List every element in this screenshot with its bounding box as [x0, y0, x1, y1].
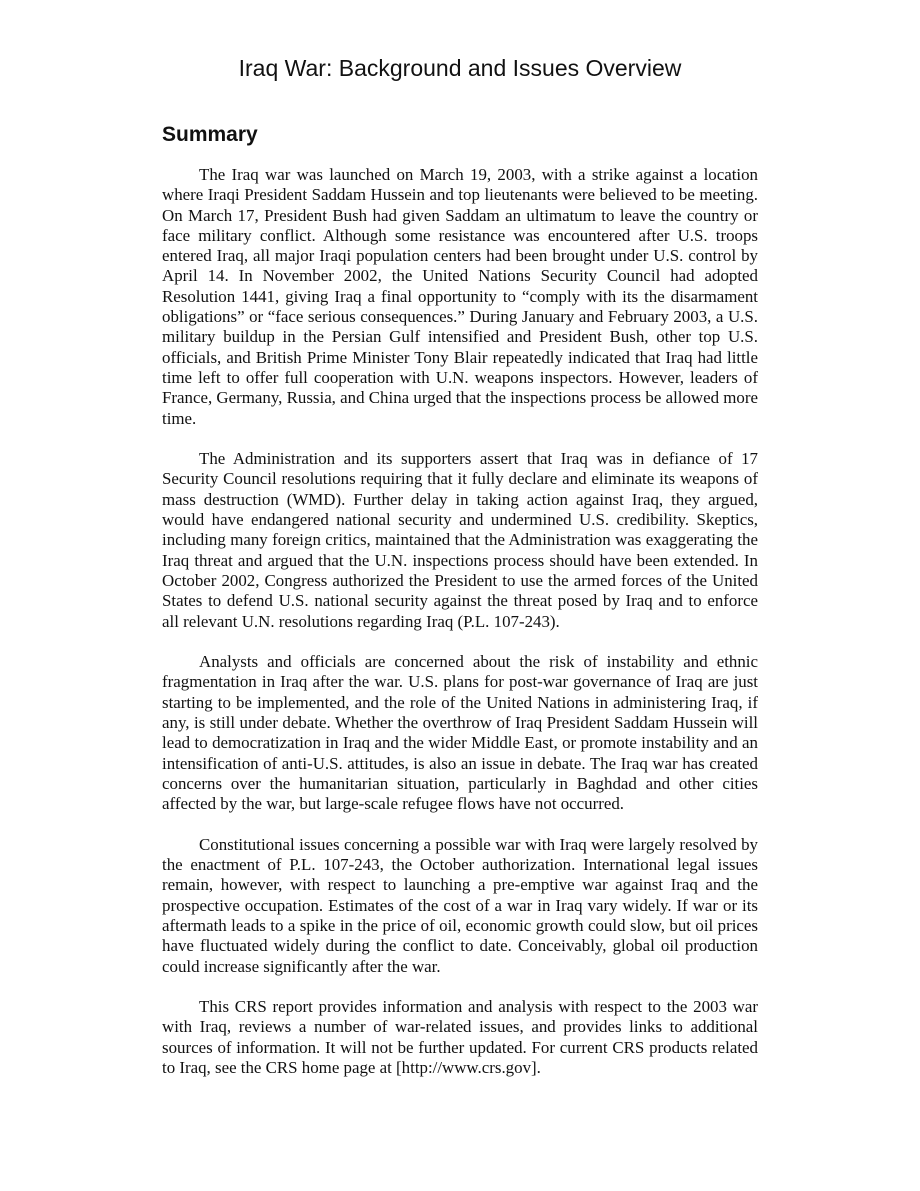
summary-paragraph-3: Analysts and officials are concerned about the risk of instability and ethnic fragmentation in Iraq after the war. U.S. plans for post-war governance of Iraq are just starting to be implemented, and the role of the United Nations in administering Iraq, if any, is still under debate. Whether the overthrow of Iraq President Saddam Hussein will lead to democratization in Iraq and the wider Middle East, or promote instability and an intensification of anti-U.S. attitudes, is also an issue in debate. The Iraq war has created concerns over the humanitarian situation, particularly in Baghdad and other cities affected by the war, but large-scale refugee flows have not occurred.	[162, 652, 758, 814]
summary-paragraph-2: The Administration and its supporters assert that Iraq was in defiance of 17 Security Council resolutions requiring that it fully declare and eliminate its weapons of mass destruction (WMD). Further delay in taking action against Iraq, they argued, would have endangered national security and undermined U.S. credibility. Skeptics, including many foreign critics, maintained that the Administration was exaggerating the Iraq threat and argued that the U.N. inspections process should have been extended. In October 2002, Congress authorized the President to use the armed forces of the United States to defend U.S. national security against the threat posed by Iraq and to enforce all relevant U.N. resolutions regarding Iraq (P.L. 107-243).	[162, 449, 758, 631]
summary-paragraph-1: The Iraq war was launched on March 19, 2003, with a strike against a location where Iraqi President Saddam Hussein and top lieutenants were believed to be meeting. On March 17, President Bush had given Saddam an ultimatum to leave the country or face military conflict. Although some resistance was encountered after U.S. troops entered Iraq, all major Iraqi population centers had been brought under U.S. control by April 14. In November 2002, the United Nations Security Council had adopted Resolution 1441, giving Iraq a final opportunity to “comply with its the disarmament obligations” or “face serious consequences.” During January and February 2003, a U.S. military buildup in the Persian Gulf intensified and President Bush, other top U.S. officials, and British Prime Minister Tony Blair repeatedly indicated that Iraq had little time left to offer full cooperation with U.N. weapons inspectors. However, leaders of France, Germany, Russia, and China urged that the inspections process be allowed more time.	[162, 165, 758, 428]
summary-heading: Summary	[162, 123, 258, 146]
document-title: Iraq War: Background and Issues Overview	[238, 55, 682, 81]
summary-paragraph-5: This CRS report provides information and analysis with respect to the 2003 war with Iraq, reviews a number of war-related issues, and provides links to additional sources of information. It will not be further updated. For current CRS products related to Iraq, see the CRS home page at [http://www.crs.gov].	[162, 997, 758, 1078]
summary-paragraph-4: Constitutional issues concerning a possible war with Iraq were largely resolved by the enactment of P.L. 107-243, the October authorization. International legal issues remain, however, with respect to launching a pre-emptive war against Iraq and the prospective occupation. Estimates of the cost of a war in Iraq vary widely. If war or its aftermath leads to a spike in the price of oil, economic growth could slow, but oil prices have fluctuated widely during the conflict to date. Conceivably, global oil production could increase significantly after the war.	[162, 834, 758, 976]
summary-body	[162, 165, 758, 1099]
